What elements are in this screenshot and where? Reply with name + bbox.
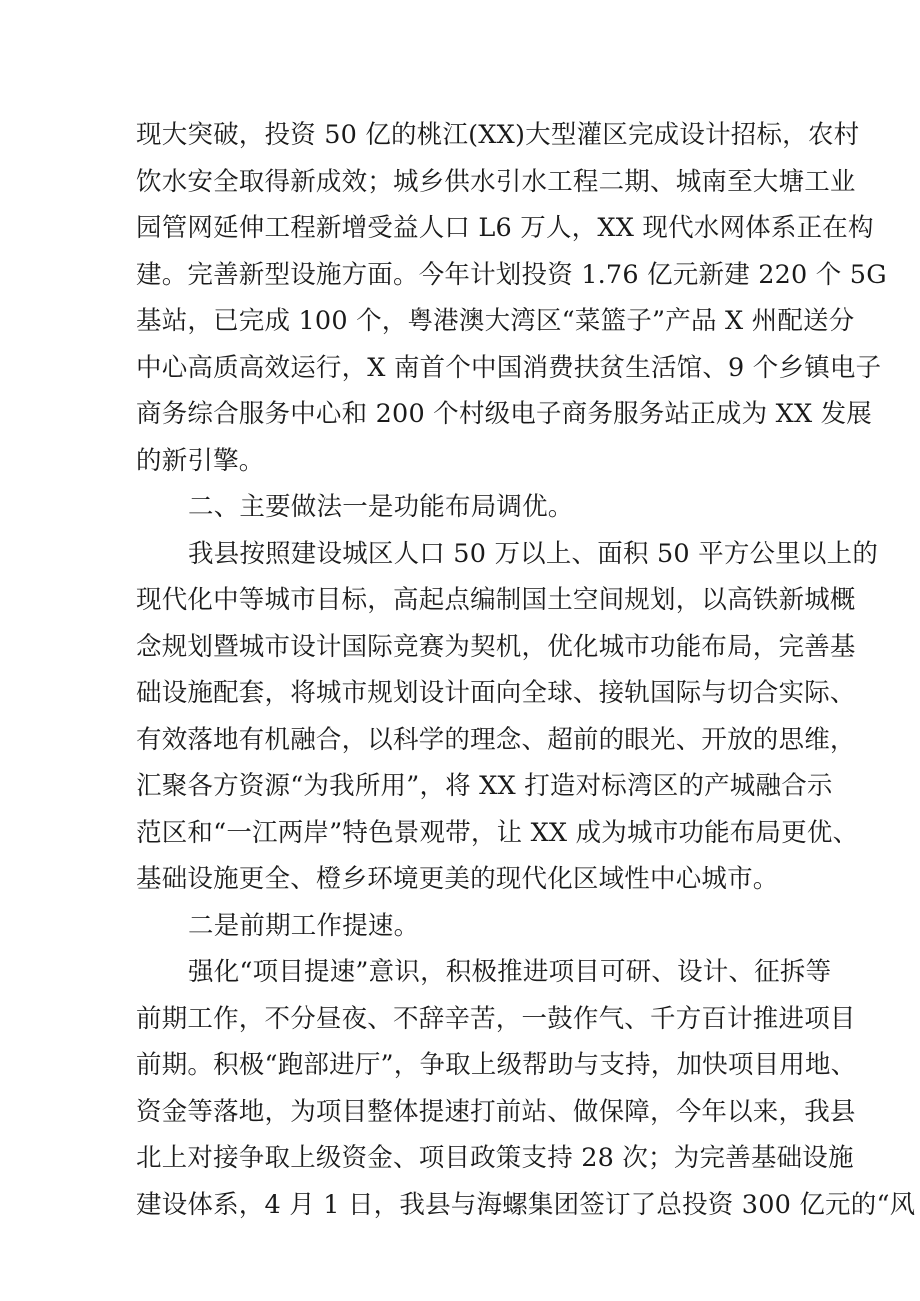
text-line: 现大突破，投资 50 亿的桃江(XX)大型灌区完成设计招标，农村 — [136, 120, 860, 150]
text-line: 前期工作，不分昼夜、不辞辛苦，一鼓作气、千方百计推进项目 — [136, 1003, 856, 1034]
section-heading-preliminary-work — [136, 903, 796, 950]
text-line: 北上对接争取上级资金、项目政策支持 28 次；为完善基础设施 — [136, 1143, 854, 1173]
text-line: 念规划暨城市设计国际竞赛为契机，优化城市功能布局，完善基 — [136, 631, 856, 662]
paragraph-water-and-infrastructure — [136, 112, 887, 484]
text-line: 中心高质高效运行，X 南首个中国消费扶贫生活馆、9 个乡镇电子 — [136, 352, 882, 383]
text-line: 汇聚各方资源“为我所用”，将 XX 打造对标湾区的产城融合示 — [136, 771, 833, 801]
section-heading-main-practices — [136, 484, 796, 531]
text-line: 我县按照建设城区人口 50 万以上、面积 50 平方公里以上的 — [188, 538, 879, 569]
text-line: 础设施配套，将城市规划设计面向全球、接轨国际与切合实际、 — [136, 678, 856, 708]
text-line: 资金等落地，为项目整体提速打前站、做保障，今年以来，我县 — [136, 1096, 856, 1127]
paragraph-city-layout — [136, 531, 879, 903]
text-line: 的新引擎。 — [136, 445, 265, 476]
heading-line: 二、主要做法一是功能布局调优。 — [188, 492, 574, 522]
text-line: 有效落地有机融合，以科学的理念、超前的眼光、开放的思维， — [136, 724, 856, 755]
text-line: 前期。积极“跑部进厅”，争取上级帮助与支持，加快项目用地、 — [136, 1050, 857, 1080]
paragraph-project-acceleration — [136, 949, 916, 1228]
text-line: 现代化中等城市目标，高起点编制国土空间规划，以高铁新城概 — [136, 585, 856, 615]
text-line: 商务综合服务中心和 200 个村级电子商务服务站正成为 XX 发展 — [136, 399, 873, 429]
text-line: 饮水安全取得新成效；城乡供水引水工程二期、城南至大塘工业 — [136, 166, 856, 197]
text-line: 建。完善新型设施方面。今年计划投资 1.76 亿元新建 220 个 5G — [136, 259, 887, 290]
text-line: 基站，已完成 100 个，粤港澳大湾区“菜篮子”产品 X 州配送分 — [136, 306, 855, 336]
text-line: 基础设施更全、橙乡环境更美的现代化区域性中心城市。 — [136, 864, 779, 894]
heading-line: 二是前期工作提速。 — [188, 910, 420, 941]
document-page — [136, 112, 916, 1228]
text-line: 范区和“一江两岸”特色景观带，让 XX 成为城市功能布局更优、 — [136, 817, 859, 848]
text-line: 强化“项目提速”意识，积极推进项目可研、设计、征拆等 — [188, 957, 832, 987]
text-line: 建设体系，4 月 1 日，我县与海螺集团签订了总投资 300 亿元的“风 — [136, 1189, 916, 1220]
text-line: 园管网延伸工程新增受益人口 L6 万人，XX 现代水网体系正在构 — [136, 213, 874, 243]
